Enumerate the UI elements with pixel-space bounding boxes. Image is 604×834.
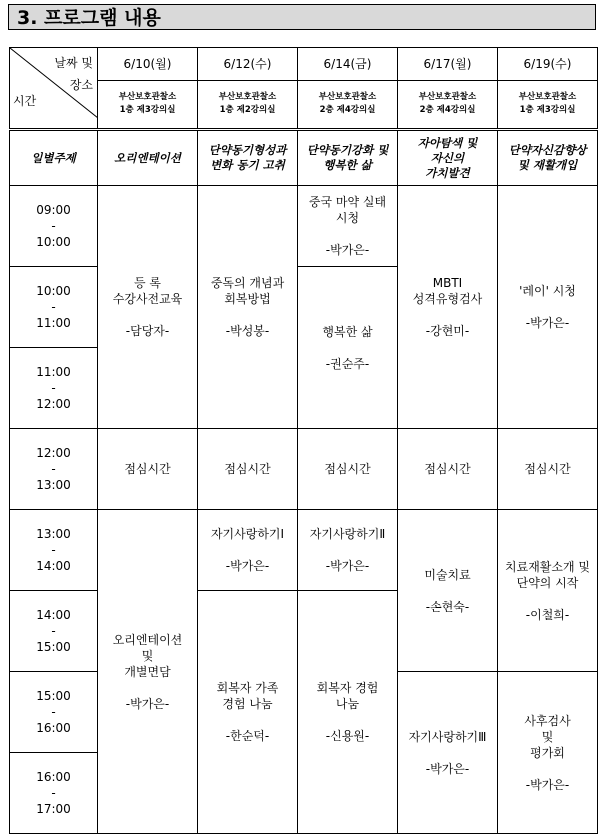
session-cell: 등 록 수강사전교육 -담당자- — [98, 186, 198, 429]
time-slot: 16:00 - 17:00 — [10, 753, 98, 834]
lunch-cell: 점심시간 — [498, 429, 598, 510]
lunch-cell: 점심시간 — [398, 429, 498, 510]
place-cell: 부산보호관찰소 1층 제2강의실 — [198, 80, 298, 129]
place-cell: 부산보호관찰소 1층 제3강의실 — [498, 80, 598, 129]
time-slot: 09:00 - 10:00 — [10, 186, 98, 267]
time-row — [10, 429, 598, 510]
session-cell: '레이' 시청 -박가은- — [498, 186, 598, 429]
header-corner-cell — [10, 48, 98, 130]
time-row — [10, 510, 598, 591]
place-cell: 부산보호관찰소 2층 제4강의실 — [298, 80, 398, 129]
lunch-cell: 점심시간 — [298, 429, 398, 510]
place-cell: 부산보호관찰소 1층 제3강의실 — [98, 80, 198, 129]
time-row — [10, 186, 598, 267]
session-cell: 오리엔테이션 및 개별면담 -박가은- — [98, 510, 198, 834]
date-cell: 6/14(금) — [298, 48, 398, 81]
date-cell: 6/17(월) — [398, 48, 498, 81]
date-row — [10, 48, 598, 81]
session-cell: 자기사랑하기Ⅲ -박가은- — [398, 672, 498, 834]
session-cell: 회복자 가족 경험 나눔 -한순덕- — [198, 591, 298, 834]
date-cell: 6/12(수) — [198, 48, 298, 81]
session-cell: 행복한 삶 -권순주- — [298, 267, 398, 429]
corner-time-label: 시간 — [13, 94, 37, 108]
date-cell: 6/19(수) — [498, 48, 598, 81]
lunch-cell: 점심시간 — [198, 429, 298, 510]
theme-cell: 단약자신감향상 및 재활개입 — [498, 130, 598, 186]
session-cell: 자기사랑하기Ⅱ -박가은- — [298, 510, 398, 591]
time-slot: 10:00 - 11:00 — [10, 267, 98, 348]
theme-cell: 오리엔테이션 — [98, 130, 198, 186]
session-cell: 중국 마약 실태 시청 -박가은- — [298, 186, 398, 267]
session-cell: 자기사랑하기Ⅰ -박가은- — [198, 510, 298, 591]
session-cell: MBTI 성격유형검사 -강현미- — [398, 186, 498, 429]
lunch-cell: 점심시간 — [98, 429, 198, 510]
program-schedule-table — [9, 47, 598, 834]
session-cell: 미술치료 -손현숙- — [398, 510, 498, 672]
time-slot: 15:00 - 16:00 — [10, 672, 98, 753]
session-cell: 중독의 개념과 회복방법 -박성봉- — [198, 186, 298, 429]
time-slot: 14:00 - 15:00 — [10, 591, 98, 672]
corner-date-label: 날짜 및 — [54, 56, 93, 70]
corner-place-label: 장소 — [69, 78, 93, 92]
theme-cell: 자아탐색 및 자신의 가치발견 — [398, 130, 498, 186]
date-cell: 6/10(월) — [98, 48, 198, 81]
time-slot: 13:00 - 14:00 — [10, 510, 98, 591]
theme-cell: 단약동기강화 및 행복한 삶 — [298, 130, 398, 186]
time-slot: 11:00 - 12:00 — [10, 348, 98, 429]
theme-cell: 단약동기형성과 변화 동기 고취 — [198, 130, 298, 186]
place-cell: 부산보호관찰소 2층 제4강의실 — [398, 80, 498, 129]
section-heading: 3. 프로그램 내용 — [8, 4, 596, 30]
theme-row-label: 일별주제 — [10, 130, 98, 186]
theme-row — [10, 130, 598, 186]
session-cell: 회복자 경험 나눔 -신용원- — [298, 591, 398, 834]
time-slot: 12:00 - 13:00 — [10, 429, 98, 510]
session-cell: 사후검사 및 평가회 -박가은- — [498, 672, 598, 834]
session-cell: 치료재활소개 및 단약의 시작 -이철희- — [498, 510, 598, 672]
